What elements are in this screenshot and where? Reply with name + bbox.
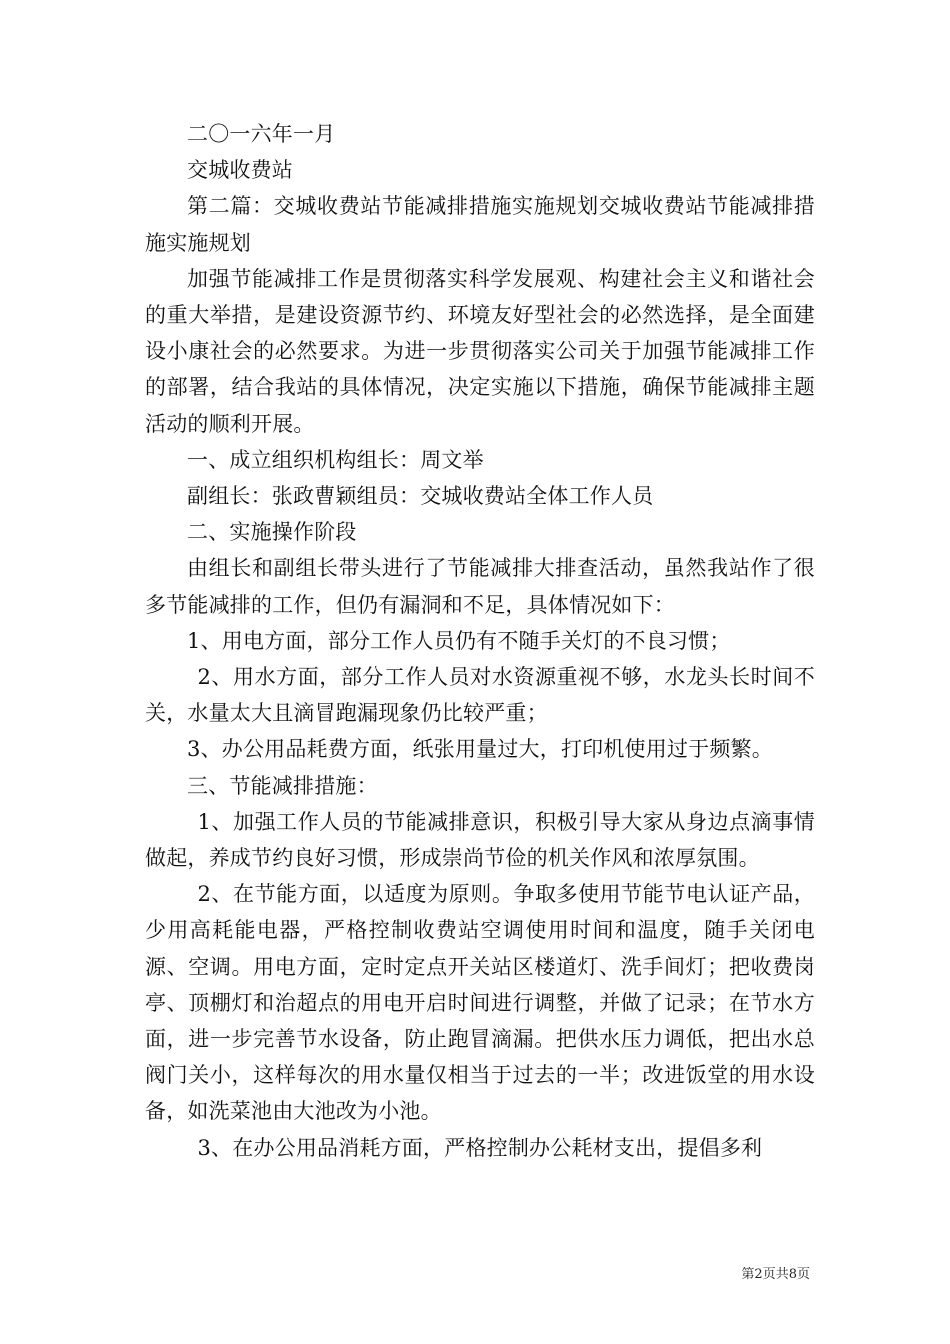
inspection-paragraph: 由组长和副组长带头进行了节能减排大排查活动，虽然我站作了很多节能减排的工作，但仍有漏洞和不足，具体情况如下： [145, 556, 815, 617]
footer-total-pages: 8 [788, 1267, 797, 1282]
page-number-footer [700, 1263, 810, 1282]
members-line: 副组长：张政曹颖组员：交城收费站全体工作人员 [187, 484, 654, 509]
footer-page-number: 2 [754, 1267, 763, 1282]
measure-office-supplies: 3、在办公用品消耗方面，严格控制办公耗材支出，提倡多利 [197, 1135, 763, 1160]
footer-prefix: 第 [741, 1267, 755, 1282]
measures-heading: 三、节能减排措施： [187, 773, 378, 798]
section-title: 第二篇：交城收费站节能减排措施实施规划交城收费站节能减排措施实施规划 [145, 194, 815, 255]
footer-suffix: 页 [796, 1267, 810, 1282]
date-line: 二〇一六年一月 [187, 122, 336, 146]
footer-middle: 页共 [762, 1267, 789, 1282]
measure-awareness: 1、加强工作人员的节能减排意识，积极引导大家从身边点滴事情做起，养成节约良好习惯，形成崇尚节俭的机关作风和浓厚氛围。 [145, 809, 815, 871]
document-body [145, 116, 815, 1166]
intro-paragraph: 加强节能减排工作是贯彻落实科学发展观、构建社会主义和谐社会的重大举措，是建设资源节约、环境友好型社会的必然选择，是全面建设小康社会的必然要求。为进一步贯彻落实公司关于加强节能减排工作的部署，结合我站的具体情况，决定实施以下措施，确保节能减排主题活动的顺利开展。 [145, 266, 815, 436]
measure-energy-saving: 2、在节能方面，以适度为原则。争取多使用节能节电认证产品，少用高耗能电器，严格控制收费站空调使用时间和温度，随手关闭电源、空调。用电方面，定时定点开关站区楼道灯、洗手间灯；把收费岗亭、顶棚灯和治超点的用电开启时间进行调整，并做了记录；在节水方面，进一步完善节水设备，防止跑冒滴漏。把供水压力调低，把出水总阀门关小，这样每次的用水量仅相当于过去的一半；改进饭堂的用水设备，如洗菜池由大池改为小池。 [145, 882, 815, 1124]
issue-water: 2、用水方面，部分工作人员对水资源重视不够，水龙头长时间不关，水量太大且滴冒跑漏现象仍比较严重； [145, 665, 815, 726]
issue-electricity: 1、用电方面，部分工作人员仍有不随手关灯的不良习惯； [187, 628, 731, 653]
issue-office-supplies: 3、办公用品耗费方面，纸张用量过大，打印机使用过于频繁。 [187, 737, 773, 762]
organization-line: 交城收费站 [187, 158, 293, 183]
implementation-heading: 二、实施操作阶段 [187, 520, 357, 545]
organization-structure-heading: 一、成立组织机构组长：周文举 [187, 447, 484, 472]
